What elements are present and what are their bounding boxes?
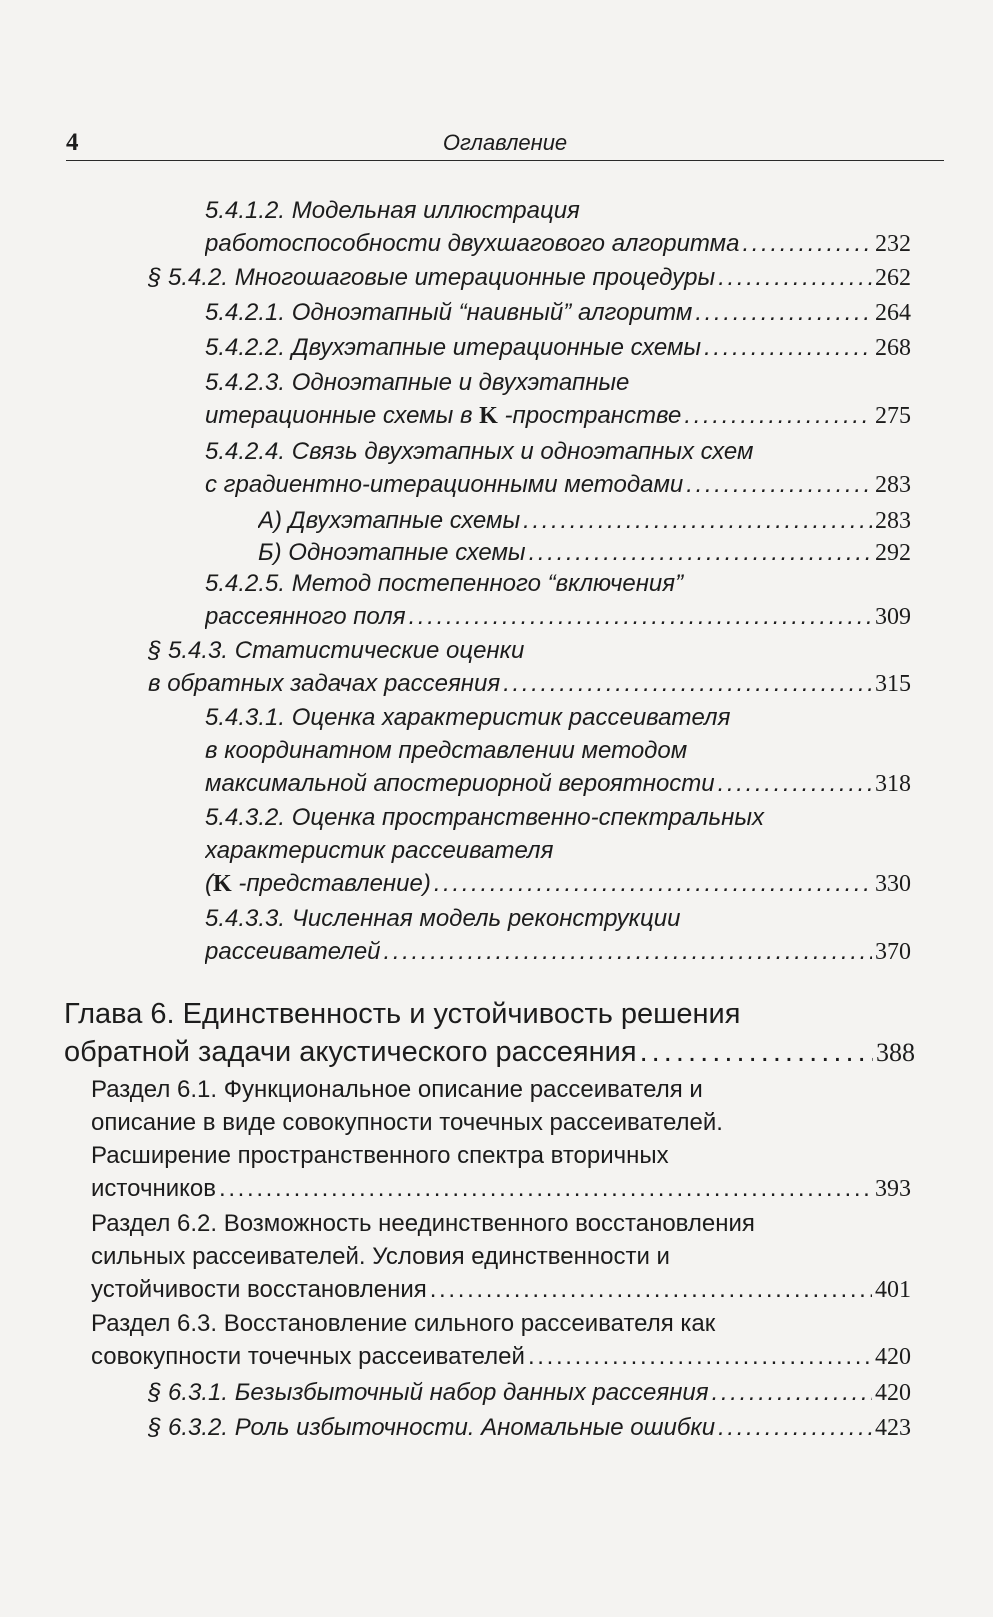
toc-entry-5-4-3[interactable]	[148, 634, 911, 700]
toc-entry-text: 5.4.2.4. Связь двухэтапных и одноэтапных схем	[205, 438, 754, 465]
toc-page-number: 292	[875, 540, 911, 566]
dot-leader	[718, 1411, 872, 1444]
dot-leader	[704, 331, 872, 364]
dot-leader	[430, 1273, 872, 1306]
toc-entry-text: § 5.4.3. Статистические оценки	[148, 637, 525, 664]
page-header	[66, 128, 944, 161]
toc-entry-text: описание в виде совокупности точечных рассеивателей.	[91, 1109, 723, 1136]
toc-page-number: 309	[875, 604, 911, 630]
toc-entry-text: в обратных задачах рассеяния	[148, 670, 501, 697]
toc-entry-text: Расширение пространственного спектра вторичных	[91, 1142, 669, 1169]
toc-entry-text: Раздел 6.2. Возможность неединственного восстановления	[91, 1210, 755, 1237]
toc-page-number: 388	[876, 1038, 915, 1067]
dot-leader	[503, 667, 872, 700]
toc-entry-5-4-2-2[interactable]	[205, 331, 911, 364]
dot-leader	[695, 296, 872, 329]
dot-leader	[718, 767, 872, 800]
toc-entry-text: в координатном представлении методом	[205, 737, 688, 764]
toc-entry-text: итерационные схемы в K -пространстве	[205, 402, 682, 429]
toc-section-6-1[interactable]	[91, 1073, 911, 1205]
page-number: 4	[66, 129, 79, 156]
toc-entry-5-4-2-3[interactable]	[205, 366, 911, 432]
toc-entry-text: работоспособности двухшагового алгоритма	[205, 230, 740, 257]
toc-page-number: 423	[875, 1415, 911, 1441]
dot-leader	[434, 867, 872, 900]
toc-entry-text: источников	[91, 1175, 216, 1202]
toc-entry-text: рассеянного поля	[205, 603, 406, 630]
toc-page-number: 420	[875, 1380, 911, 1406]
dot-leader	[529, 536, 872, 569]
toc-entry-text: максимальной апостериорной вероятности	[205, 770, 715, 797]
toc-page-number: 370	[875, 939, 911, 965]
toc-page-number: 393	[875, 1176, 911, 1202]
running-title: Оглавление	[442, 130, 568, 155]
toc-section-6-2[interactable]	[91, 1207, 911, 1306]
toc-entry-a[interactable]	[258, 504, 911, 537]
toc-chapter-6[interactable]	[64, 995, 915, 1071]
dot-leader	[686, 468, 872, 501]
toc-page-number: 268	[875, 335, 911, 361]
toc-entry-text: характеристик рассеивателя	[205, 837, 554, 864]
dot-leader	[684, 399, 872, 432]
toc-entry-text: рассеивателей	[205, 938, 381, 965]
toc-entry-text: Раздел 6.1. Функциональное описание рассеивателя и	[91, 1076, 703, 1103]
toc-entry-text: А) Двухэтапные схемы	[258, 507, 521, 534]
dot-leader	[523, 504, 872, 537]
toc-entry-text: § 6.3.2. Роль избыточности. Аномальные ошибки	[148, 1414, 716, 1441]
toc-entry-text: 5.4.3.2. Оценка пространственно-спектральных	[205, 804, 764, 831]
toc-page-number: 283	[875, 508, 911, 534]
toc-page-number: 318	[875, 771, 911, 797]
toc-page-number: 232	[875, 231, 911, 257]
toc-page-number: 420	[875, 1344, 911, 1370]
toc-entry-text: 5.4.2.5. Метод постепенного “включения”	[205, 570, 684, 597]
toc-entry-text: совокупности точечных рассеивателей	[91, 1343, 525, 1370]
toc-entry-6-3-1[interactable]	[148, 1376, 911, 1409]
toc-entry-5-4-3-2[interactable]	[205, 801, 911, 900]
toc-entry-6-3-2[interactable]	[148, 1411, 911, 1444]
dot-leader	[742, 227, 872, 260]
toc-entry-text: (K -представление)	[205, 870, 431, 897]
toc-entry-text: 5.4.1.2. Модельная иллюстрация	[205, 197, 580, 224]
toc-entry-text: 5.4.2.3. Одноэтапные и двухэтапные	[205, 369, 630, 396]
toc-entry-text: § 6.3.1. Безызбыточный набор данных рассеяния	[148, 1379, 709, 1406]
toc-entry-5-4-2[interactable]	[148, 261, 911, 294]
toc-entry-5-4-2-5[interactable]	[205, 567, 911, 633]
toc-page-number: 401	[875, 1277, 911, 1303]
toc-page-number: 264	[875, 300, 911, 326]
toc-entry-text: 5.4.3.1. Оценка характеристик рассеивателя	[205, 704, 731, 731]
toc-entry-5-4-3-3[interactable]	[205, 902, 911, 968]
dot-leader	[718, 261, 872, 294]
toc-page-number: 262	[875, 265, 911, 291]
dot-leader	[528, 1340, 872, 1373]
toc-section-6-3[interactable]	[91, 1307, 911, 1373]
toc-entry-5-4-3-1[interactable]	[205, 701, 911, 800]
toc-entry-text: Б) Одноэтапные схемы	[258, 539, 526, 566]
dot-leader	[409, 600, 872, 633]
toc-entry-text: сильных рассеивателей. Условия единственности и	[91, 1243, 670, 1270]
toc-entry-text: 5.4.2.1. Одноэтапный “наивный” алгоритм	[205, 299, 693, 326]
toc-page-number: 330	[875, 871, 911, 897]
dot-leader	[640, 1033, 873, 1071]
toc-entry-text: устойчивости восстановления	[91, 1276, 427, 1303]
toc-entry-5-4-2-1[interactable]	[205, 296, 911, 329]
dot-leader	[219, 1172, 872, 1205]
k-symbol: K	[213, 871, 232, 897]
k-symbol: K	[479, 403, 498, 429]
toc-entry-text: обратной задачи акустического рассеяния	[64, 1036, 637, 1068]
dot-leader	[712, 1376, 872, 1409]
toc-entry-text: Глава 6. Единственность и устойчивость решения	[64, 998, 741, 1030]
toc-entry-5-4-2-4[interactable]	[205, 435, 911, 501]
dot-leader	[384, 935, 872, 968]
toc-page-number: 283	[875, 472, 911, 498]
toc-entry-text: 5.4.2.2. Двухэтапные итерационные схемы	[205, 334, 702, 361]
toc-page-number: 315	[875, 671, 911, 697]
toc-entry-text: Раздел 6.3. Восстановление сильного рассеивателя как	[91, 1310, 716, 1337]
toc-entry-b[interactable]	[258, 536, 911, 569]
toc-entry-text: с градиентно-итерационными методами	[205, 471, 684, 498]
toc-entry-5-4-1-2[interactable]	[205, 194, 911, 260]
toc-entry-text: 5.4.3.3. Численная модель реконструкции	[205, 905, 681, 932]
toc-page-number: 275	[875, 403, 911, 429]
toc-entry-text: § 5.4.2. Многошаговые итерационные процедуры	[148, 264, 716, 291]
